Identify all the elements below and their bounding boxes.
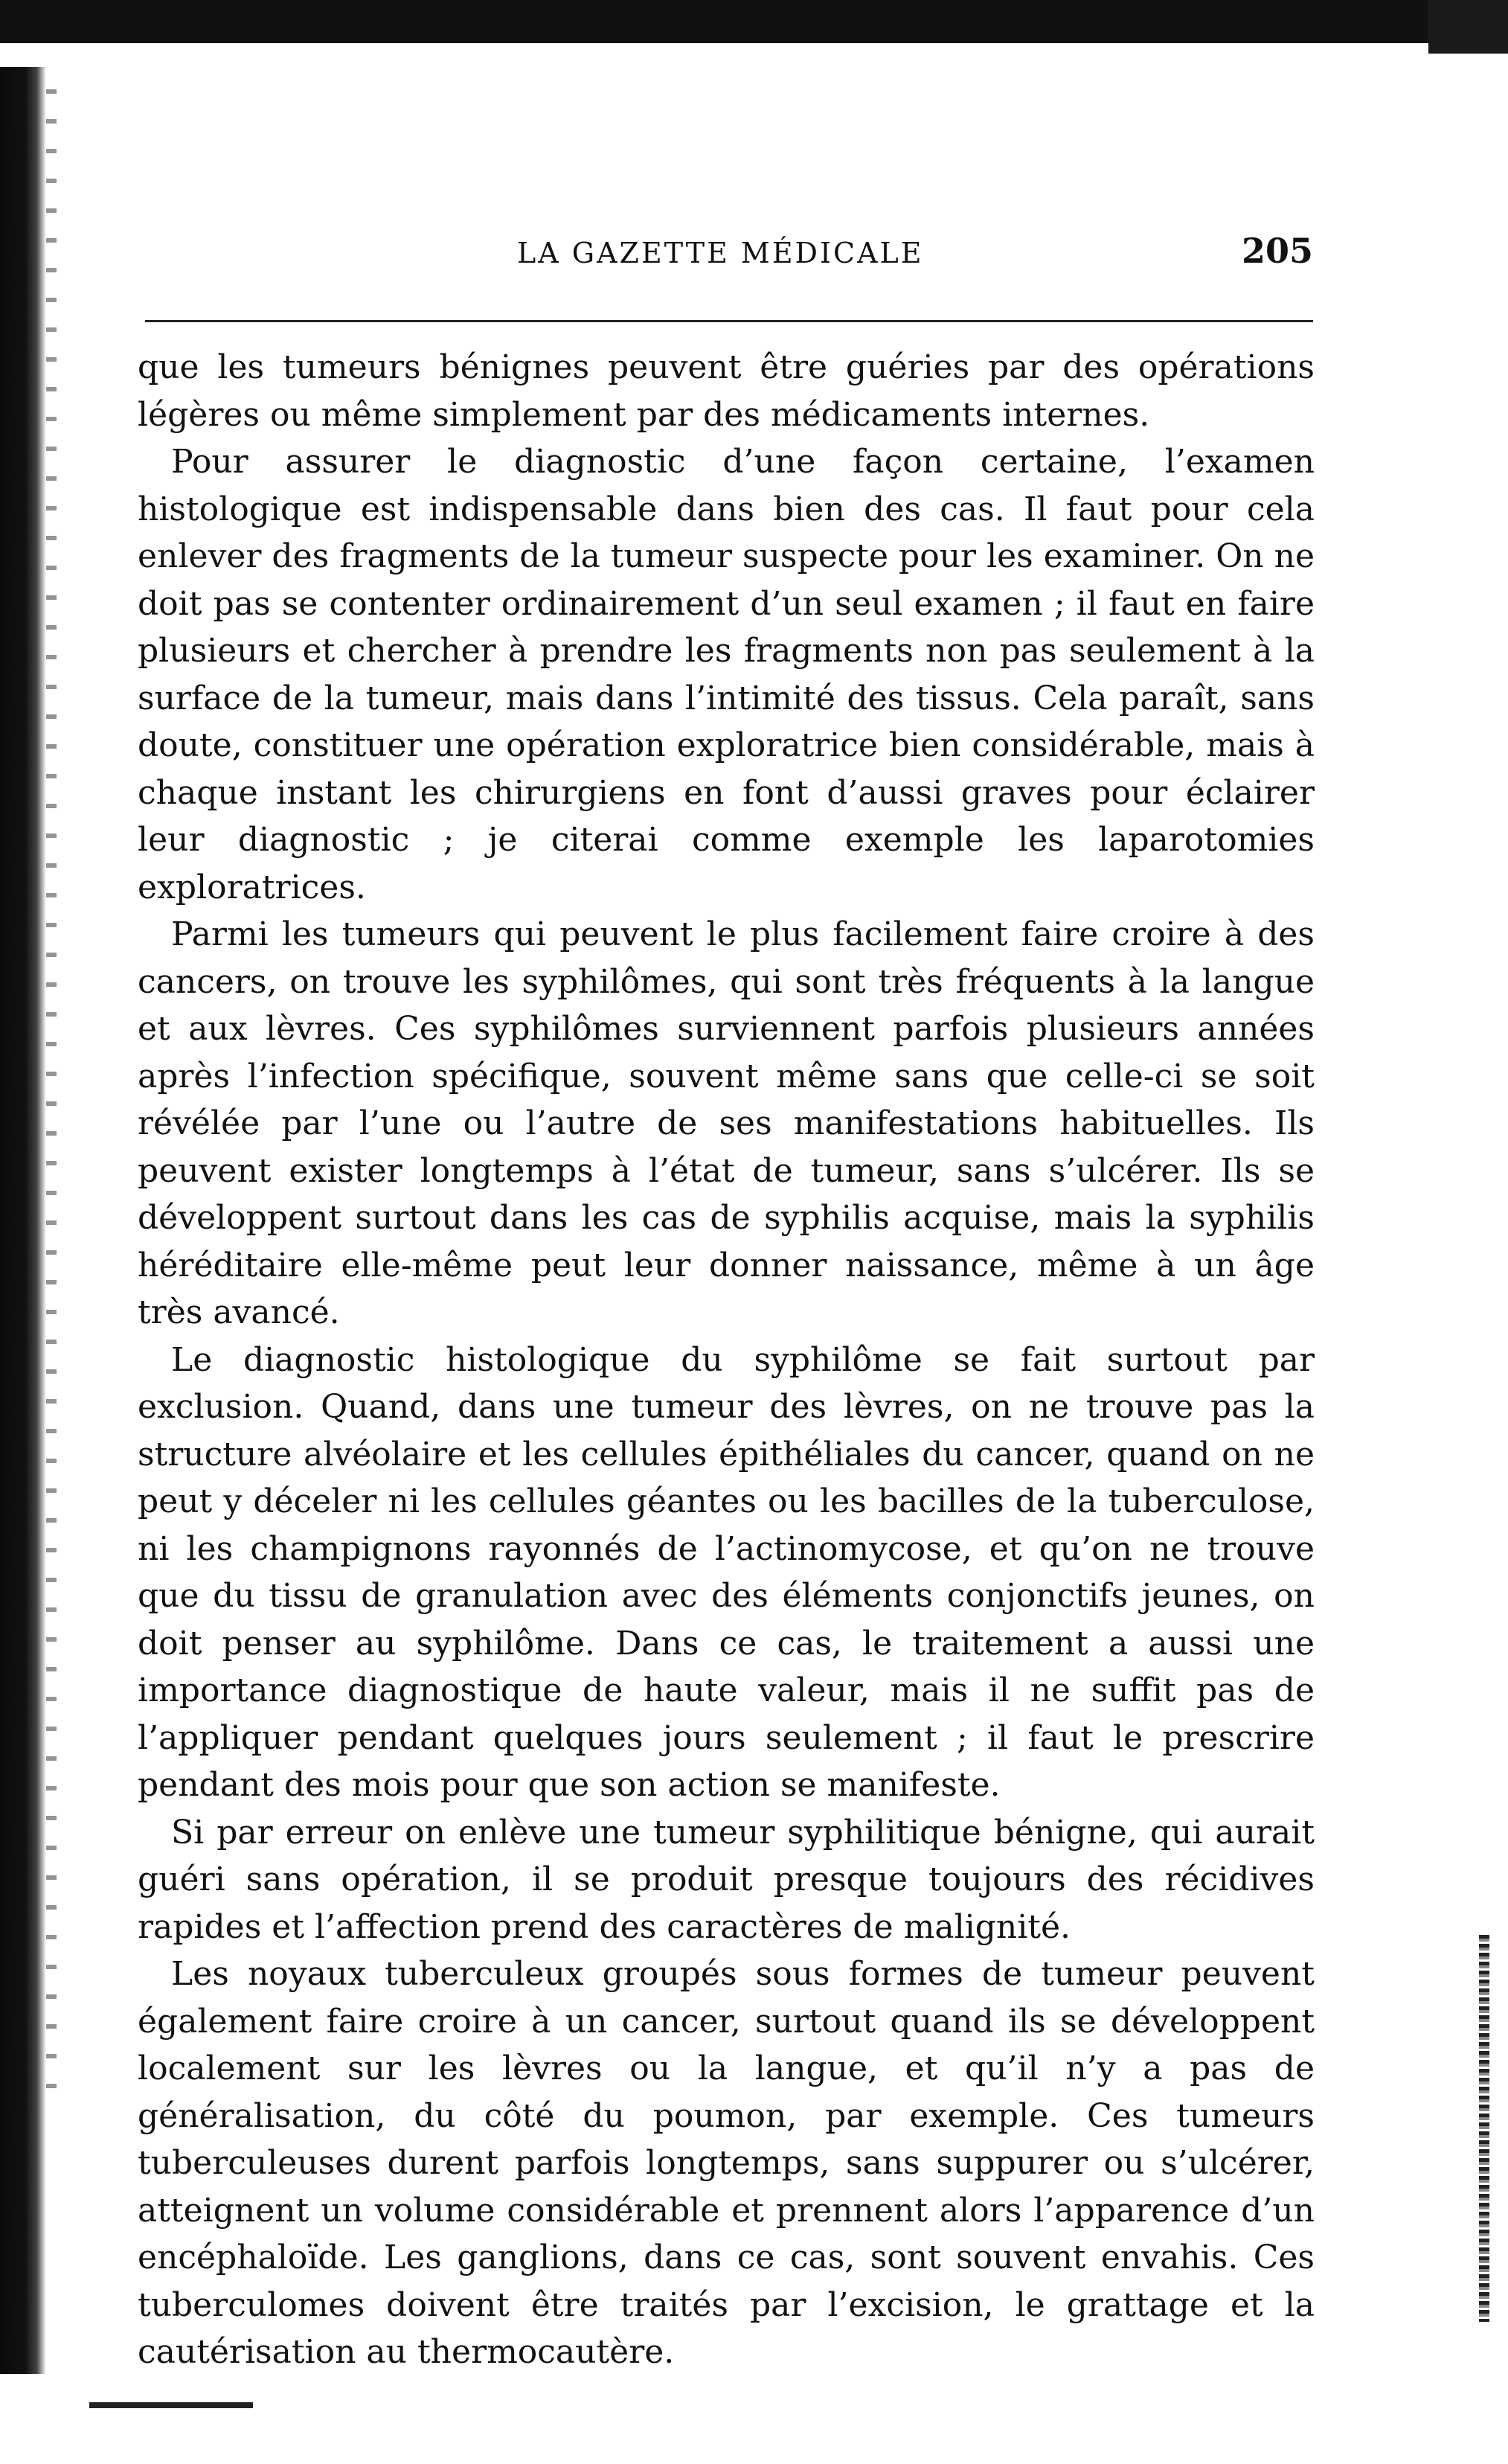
article-body <box>138 344 1315 2376</box>
paragraph-histologic-diagnosis: Le diagnostic histologique du syphilôme se fait surtout par exclusion. Quand, dans une tumeur des lèvres, on ne trouve pas la structure alvéolaire et les cellules épithéliales du cancer, quand on ne peut y déceler ni les cellules géantes ou les bacilles de la tuberculose, ni les champignons rayonnés de l’actinomycose, et qu’on ne trouve que du tissu de granulation avec des éléments conjonctifs jeunes, on doit penser au syphilôme. Dans ce cas, le traitement a aussi une importance diagnostique de haute valeur, mais il ne suffit pas de l’appliquer pendant quelques jours seulement ; il faut le prescrire pendant des mois pour que son action se manifeste. <box>138 1340 1315 1804</box>
running-title: LA GAZETTE MÉDICALE <box>517 237 924 269</box>
scan-bottom-mark <box>89 2402 253 2408</box>
scan-left-binding-shadow <box>0 67 46 2374</box>
header-rule <box>145 320 1313 322</box>
scan-top-right-border <box>1428 0 1508 54</box>
scan-right-edge-noise <box>1479 1935 1489 2322</box>
paragraph-continuation: que les tumeurs bénignes peuvent être guéries par des opérations légères ou même simplement par des médicaments internes. <box>138 348 1315 434</box>
page-header <box>130 231 1313 283</box>
paragraph-syphilomes: Parmi les tumeurs qui peuvent le plus facilement faire croire à des cancers, on trouve les syphilômes, qui sont très fréquents à la langue et aux lèvres. Ces syphilômes surviennent parfois plusieurs années après l’infection spécifique, souvent même sans que celle-ci se soit révélée par l’une ou l’autre de ses manifestations habituelles. Ils peuvent exister longtemps à l’état de tumeur, sans s’ulcérer. Ils se développent surtout dans les cas de syphilis acquise, mais la syphilis héréditaire elle-même peut leur donner naissance, même à un âge très avancé. <box>138 915 1315 1331</box>
paragraph-diagnostic: Pour assurer le diagnostic d’une façon certaine, l’examen histologique est indispensable dans bien des cas. Il faut pour cela enlever des fragments de la tumeur suspecte pour les examiner. On ne doit pas se contenter ordinairement d’un seul examen ; il faut en faire plusieurs et chercher à prendre les fragments non pas seulement à la surface de la tumeur, mais dans l’intimité des tissus. Cela paraît, sans doute, constituer une opération exploratrice bien considérable, mais à chaque instant les chirurgiens en font d’aussi graves pour éclairer leur diagnostic ; je citerai comme exemple les laparotomies exploratrices. <box>138 443 1315 906</box>
scan-top-border <box>0 0 1458 43</box>
page-number: 205 <box>1241 231 1313 271</box>
paragraph-tuberculous-nodes: Les noyaux tuberculeux groupés sous formes de tumeur peuvent également faire croire à un cancer, surtout quand ils se développent localement sur les lèvres ou la langue, et qu’il n’y a pas de généralisation, du côté du poumon, par exemple. Ces tumeurs tuberculeuses durent parfois longtemps, sans suppurer ou s’ulcérer, atteignent un volume considérable et prennent alors l’apparence d’un encéphaloïde. Les ganglions, dans ce cas, sont souvent envahis. Ces tuberculomes doivent être traités par l’excision, le grattage et la cautérisation au thermocautère. <box>138 1955 1315 2371</box>
scan-left-edge-noise <box>46 89 57 2099</box>
paragraph-error-removal: Si par erreur on enlève une tumeur syphilitique bénigne, qui aurait guéri sans opération, il se produit presque toujours des récidives rapides et l’affection prend des caractères de malignité. <box>138 1813 1315 1946</box>
